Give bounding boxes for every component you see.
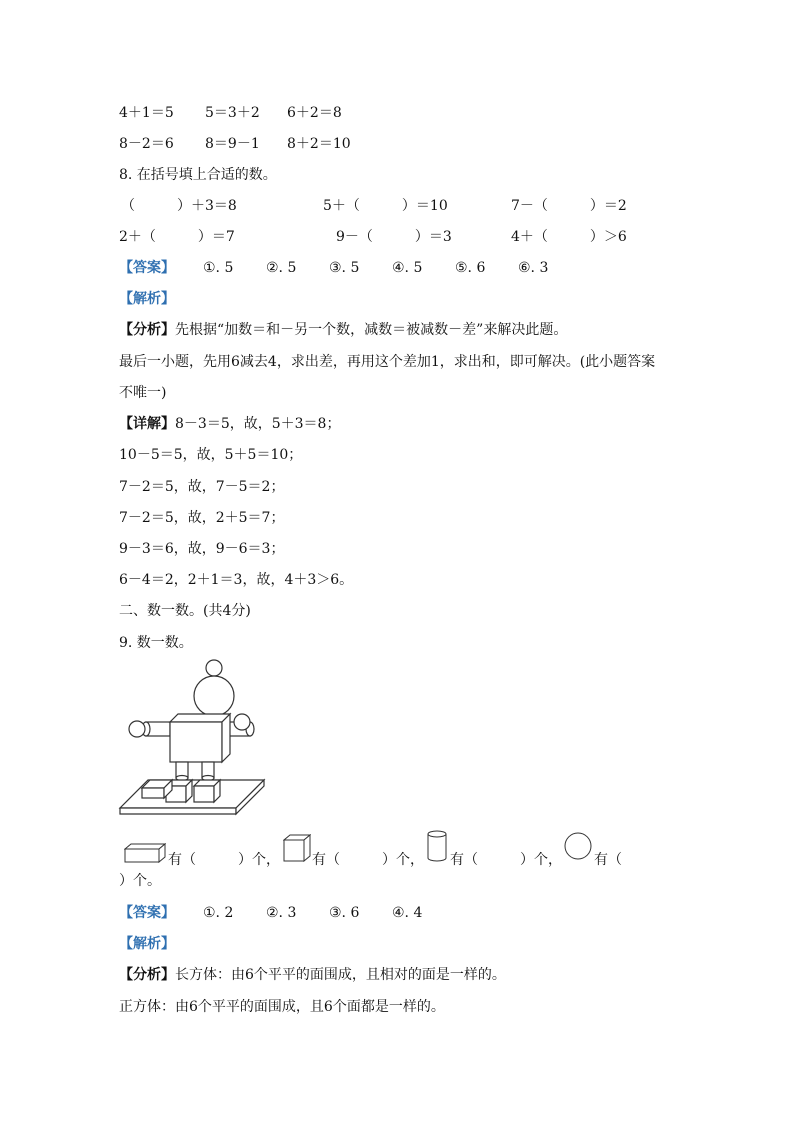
equation: 4＋1＝5	[119, 105, 174, 121]
question-8-fenxi	[119, 321, 567, 339]
detail-line: 8－3＝5，故，5＋3＝8；	[175, 416, 341, 432]
fill-blank-item: （ ）＋3＝8	[121, 198, 237, 214]
answer-item: ③. 5	[329, 260, 360, 276]
answer-item: ⑥. 3	[518, 260, 549, 276]
cube-definition: 正方体：由6个平平的面围成，且6个面都是一样的。	[119, 999, 445, 1015]
equation: 6＋2＝8	[287, 105, 342, 121]
equation: 5＝3＋2	[205, 105, 260, 121]
equation: 8＋2＝10	[287, 136, 351, 152]
detail-line: 10－5＝5，故，5＋5＝10；	[119, 447, 303, 463]
fill-tail: ）个。	[119, 873, 161, 889]
question-9-fenxi	[119, 966, 506, 984]
fill-blank-item: 5＋（ ）＝10	[323, 198, 448, 214]
fill-blank-item: 2＋（ ）＝7	[119, 229, 235, 245]
question-8-note-2: 不唯一)	[119, 385, 167, 401]
fenxi-label: 【分析】	[119, 967, 175, 983]
answer-item: ④. 4	[392, 905, 423, 921]
cube-icon	[283, 834, 311, 862]
answer-item: ②. 3	[266, 905, 297, 921]
answer-item: ④. 5	[392, 260, 423, 276]
robot-figure	[118, 658, 266, 818]
detail-label: 【详解】	[119, 416, 175, 432]
fill-blank-cylinder: 有（ ）个，	[450, 852, 562, 868]
answer-item: ①. 5	[203, 260, 234, 276]
section-2-heading: 二、数一数。(共4分)	[119, 603, 251, 619]
fenxi-label: 【分析】	[119, 322, 175, 338]
cuboid-icon	[124, 843, 166, 863]
cylinder-icon	[427, 830, 447, 862]
answer-label: 【答案】	[119, 905, 175, 921]
fill-blank-cuboid: 有（ ）个，	[168, 852, 280, 868]
fill-blank-item: 9－（ ）＝3	[336, 229, 452, 245]
question-8-title: 8. 在括号填上合适的数。	[119, 167, 277, 183]
answer-item: ③. 6	[329, 905, 360, 921]
equation: 8＝9－1	[205, 136, 260, 152]
answer-item: ②. 5	[266, 260, 297, 276]
answer-label: 【答案】	[119, 260, 175, 276]
analysis-label: 【解析】	[119, 291, 175, 307]
fill-blank-item: 4＋（ ）＞6	[511, 229, 627, 245]
question-9-title: 9. 数一数。	[119, 635, 193, 651]
answer-item: ①. 2	[203, 905, 234, 921]
fenxi-text: 长方体：由6个平平的面围成，且相对的面是一样的。	[175, 967, 506, 983]
detail-line: 7－2＝5，故，7－5＝2；	[119, 479, 285, 495]
detail-line: 7－2＝5，故，2＋5＝7；	[119, 510, 285, 526]
sphere-icon	[563, 831, 593, 861]
fenxi-text: 先根据“加数＝和－另一个数，减数＝被减数－差”来解决此题。	[175, 322, 568, 338]
question-8-note-1: 最后一小题，先用6减去4，求出差，再用这个差加1，求出和，即可解决。(此小题答案	[119, 354, 656, 370]
answer-item: ⑤. 6	[455, 260, 486, 276]
analysis-label: 【解析】	[119, 936, 175, 952]
detail-line: 9－3＝6，故，9－6＝3；	[119, 541, 285, 557]
question-8-detail-1	[119, 415, 340, 433]
fill-blank-item: 7－（ ）＝2	[511, 198, 627, 214]
equation: 8－2＝6	[119, 136, 174, 152]
fill-blank-cube: 有（ ）个，	[312, 852, 424, 868]
fill-blank-sphere: 有（	[594, 852, 622, 868]
detail-line: 6－4＝2，2＋1＝3，故，4＋3＞6。	[119, 572, 354, 588]
